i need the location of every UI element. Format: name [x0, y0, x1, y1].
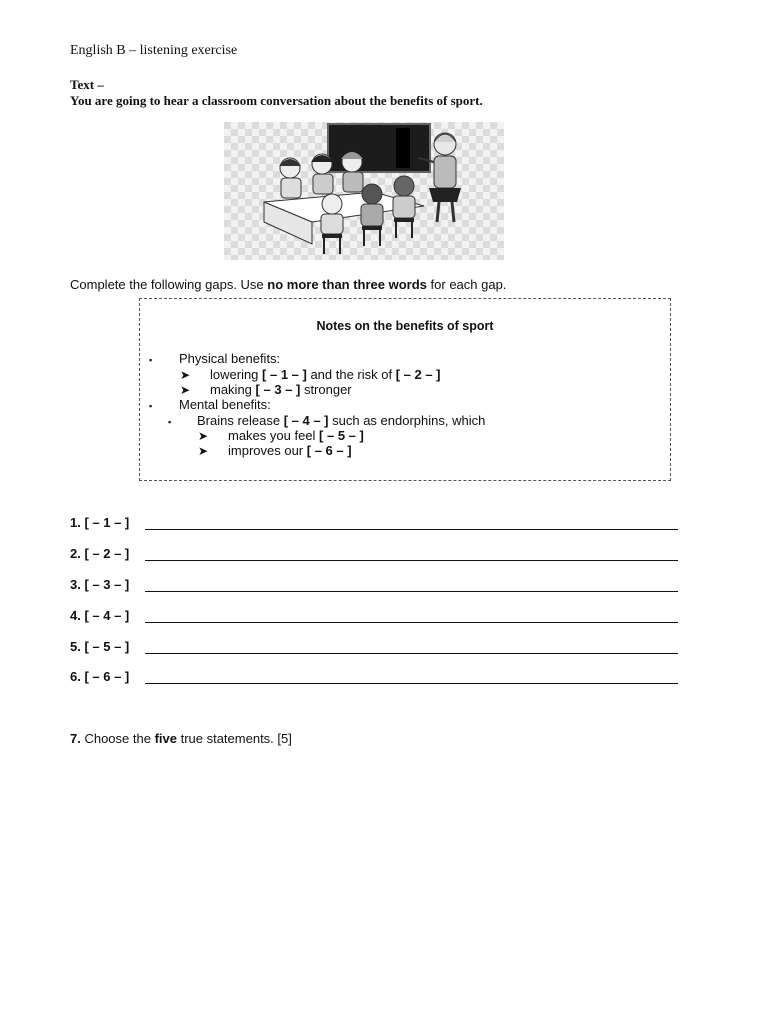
square-bullet-icon: ▪ [149, 401, 153, 411]
gap-2: [ – 2 – ] [395, 367, 441, 382]
answer-line-4[interactable] [145, 622, 678, 623]
question-7-bold: five [154, 731, 177, 746]
gap-1: [ – 1 – ] [262, 367, 307, 382]
note-text: making [210, 382, 256, 397]
answer-line-3[interactable] [145, 591, 678, 592]
intro-text: You are going to hear a classroom conversation about the benefits of sport. [70, 93, 483, 108]
note-text: such as endorphins, which [328, 413, 486, 428]
answer-line-2[interactable] [145, 560, 678, 561]
square-bullet-icon: ▪ [168, 417, 172, 427]
classroom-illustration-icon [224, 122, 504, 260]
answer-line-1[interactable] [145, 529, 678, 530]
gap-6: [ – 6 – ] [306, 443, 352, 458]
question-7-number: 7. [70, 731, 81, 746]
arrow-bullet-icon: ➤ [198, 444, 209, 458]
gap-3: [ – 3 – ] [255, 382, 301, 397]
note-text: stronger [300, 382, 352, 397]
answer-line-5[interactable] [145, 653, 678, 654]
note-text: and the risk of [306, 367, 396, 382]
note-item-3 [197, 413, 485, 428]
note-item-1 [210, 367, 441, 382]
gap-5: [ – 5 – ] [319, 428, 364, 443]
question-7-text: true statements. [5] [176, 731, 292, 746]
question-7 [70, 731, 292, 746]
answer-label-2: 2. [ – 2 – ] [70, 546, 130, 561]
answer-label-3: 3. [ – 3 – ] [70, 577, 130, 592]
worksheet-title: English B – listening exercise [70, 43, 238, 58]
note-text: lowering [210, 367, 263, 382]
note-text: makes you feel [228, 428, 320, 443]
instruction-bold: no more than three words [267, 277, 427, 292]
note-item-5 [228, 443, 352, 458]
answer-label-1: 1. [ – 1 – ] [70, 515, 130, 530]
instruction-before: Complete the following gaps. Use [70, 277, 268, 292]
answer-line-6[interactable] [145, 683, 678, 684]
physical-benefits-heading: Physical benefits: [179, 351, 281, 366]
answer-label-4: 4. [ – 4 – ] [70, 608, 130, 623]
note-text: improves our [228, 443, 307, 458]
arrow-bullet-icon: ➤ [180, 368, 191, 382]
question-7-text: Choose the [80, 731, 155, 746]
answer-label-6: 6. [ – 6 – ] [70, 669, 130, 684]
notes-title: Notes on the benefits of sport [316, 319, 494, 333]
note-text: Brains release [197, 413, 284, 428]
notes-box [139, 298, 671, 481]
text-label: Text – [70, 77, 104, 92]
note-item-4 [228, 428, 364, 443]
square-bullet-icon: ▪ [149, 355, 153, 365]
mental-benefits-heading: Mental benefits: [179, 397, 271, 412]
note-item-2 [210, 382, 352, 397]
instruction-after: for each gap. [426, 277, 507, 292]
gap-4: [ – 4 – ] [283, 413, 329, 428]
answer-label-5: 5. [ – 5 – ] [70, 639, 130, 654]
arrow-bullet-icon: ➤ [180, 383, 191, 397]
instruction-text [70, 277, 506, 292]
arrow-bullet-icon: ➤ [198, 429, 209, 443]
